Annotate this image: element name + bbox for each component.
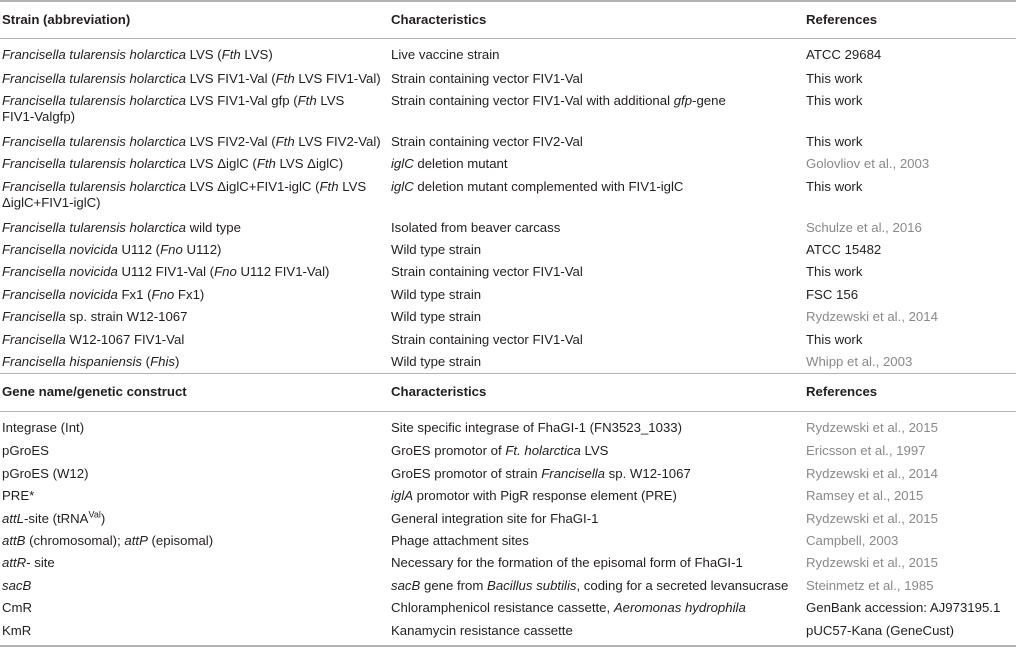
name-cell [0, 217, 389, 239]
characteristics-cell [389, 153, 804, 175]
genes-row [0, 485, 1016, 507]
text-run: iglC [391, 156, 414, 172]
text-run: iglC [391, 178, 414, 194]
text-run: attB [2, 532, 26, 548]
reference-link[interactable]: Rydzewski et al., 2015 [806, 510, 938, 526]
text-run: iglA [391, 488, 413, 504]
text-run: Fth [275, 70, 295, 86]
reference-cell: FSC 156 [806, 286, 859, 302]
name-cell [0, 411, 389, 440]
reference-link[interactable]: Rydzewski et al., 2014 [806, 309, 938, 325]
characteristics-cell [389, 508, 804, 530]
name-cell [0, 620, 389, 646]
text-run: ΔiglC+FIV1-iglC) [2, 194, 101, 210]
text-run: deletion mutant [413, 156, 508, 172]
text-run: Fth [221, 47, 241, 62]
text-run: deletion mutant complemented with FIV1-iglC [413, 178, 684, 194]
text-run: Francisella tularensis holarctica [2, 219, 186, 235]
name-cell [0, 440, 389, 462]
text-run: sacB [2, 577, 32, 593]
text-run: Live vaccine strain [391, 47, 500, 62]
text-run: Fth [256, 156, 276, 172]
text-run: sacB [391, 577, 421, 593]
text-run: Strain containing vector FIV1-Val [391, 331, 583, 347]
name-cell [0, 39, 389, 68]
text-run: gene from [420, 577, 488, 593]
name-cell [0, 530, 389, 552]
reference-cell: pUC57-Kana (GeneCust) [804, 620, 1016, 646]
text-run: Francisella tularensis holarctica [2, 92, 186, 108]
text-run: Fno [160, 242, 183, 258]
text-run: Kanamycin resistance cassette [391, 622, 573, 638]
reference-cell: This work [806, 178, 863, 194]
genes-row [0, 552, 1016, 574]
name-cell [0, 153, 389, 175]
text-run: U112 ( [117, 242, 161, 258]
text-run: Strain containing vector FIV1-Val [391, 264, 583, 280]
reference-link[interactable]: Whipp et al., 2003 [806, 354, 913, 370]
text-run: gfp [673, 92, 693, 108]
text-run: Necessary for the formation of the episomal form of FhaGI-1 [391, 555, 743, 571]
text-run: (episomal) [147, 532, 214, 548]
text-run: Isolated from beaver carcass [391, 219, 561, 235]
text-run: Francisella [541, 465, 606, 481]
characteristics-cell [389, 552, 804, 574]
text-run: LVS FIV1-Val ( [185, 70, 276, 86]
strains-row [0, 239, 1016, 261]
strains-row [0, 351, 1016, 373]
text-run: Fhis [150, 354, 175, 370]
text-run: FIV1-Valgfp) [2, 108, 76, 124]
text-run: pGroES (W12) [2, 465, 89, 481]
text-run: Strain containing vector FIV2-Val [391, 133, 583, 149]
text-run: pGroES [2, 443, 49, 459]
name-cell [0, 306, 389, 328]
text-run: Fno [151, 286, 175, 302]
text-run: Francisella tularensis holarctica [2, 156, 186, 172]
strains-row [0, 90, 1016, 131]
characteristics-cell [389, 463, 804, 485]
gene-references-column-header: References [804, 373, 1016, 411]
characteristics-cell [389, 90, 804, 131]
reference-link[interactable]: Rydzewski et al., 2015 [806, 419, 938, 435]
text-run: Francisella novicida [2, 242, 118, 258]
strains-row [0, 68, 1016, 90]
characteristics-cell [389, 261, 804, 283]
text-run: sp. strain W12-1067 [65, 309, 188, 325]
text-run: Wild type strain [391, 242, 482, 258]
reference-cell: This work [806, 331, 863, 347]
text-run: U112) [182, 242, 222, 258]
text-run: Fth [297, 92, 317, 108]
characteristics-cell [389, 485, 804, 507]
text-run: Chloramphenicol resistance cassette, [391, 600, 614, 616]
text-run: Aeromonas hydrophila [613, 600, 746, 616]
strains-row [0, 261, 1016, 283]
text-run: Francisella novicida [2, 264, 118, 280]
characteristics-cell [389, 329, 804, 351]
text-run: LVS [580, 443, 609, 459]
text-run: Site specific integrase of FhaGI-1 (FN3523_1033) [391, 419, 683, 435]
strains-row [0, 217, 1016, 239]
reference-cell: This work [806, 133, 863, 149]
name-cell [0, 575, 389, 597]
text-run: Francisella tularensis holarctica [2, 70, 186, 86]
genes-row [0, 463, 1016, 485]
name-cell [0, 284, 389, 306]
name-cell [0, 597, 389, 619]
genes-row [0, 620, 1016, 646]
characteristics-cell [389, 411, 804, 440]
characteristics-cell [389, 530, 804, 552]
text-run: wild type [185, 219, 241, 235]
text-run: , coding for a secreted levansucrase [576, 577, 789, 593]
text-run: Bacillus subtilis [487, 577, 577, 593]
text-run: General integration site for FhaGI-1 [391, 510, 599, 526]
genes-row [0, 575, 1016, 597]
reference-link[interactable]: Ericsson et al., 1997 [806, 443, 926, 459]
genes-row [0, 530, 1016, 552]
text-run: Fth [275, 133, 295, 149]
strains-row [0, 176, 1016, 217]
characteristics-cell [389, 620, 804, 646]
characteristics-cell [389, 351, 804, 373]
reference-link[interactable]: Ramsey et al., 2015 [806, 488, 924, 504]
genes-row [0, 597, 1016, 619]
characteristics-cell [389, 575, 804, 597]
name-cell [0, 90, 389, 131]
text-run: LVS ΔiglC) [275, 156, 344, 172]
name-cell [0, 351, 389, 373]
text-run: Val [88, 509, 101, 520]
text-run: GroES promotor of [391, 443, 506, 459]
text-run: Fx1) [174, 286, 205, 302]
name-cell [0, 329, 389, 351]
reference-link[interactable]: Steinmetz et al., 1985 [806, 577, 934, 593]
genes-row [0, 508, 1016, 530]
text-run: Strain containing vector FIV1-Val with additional [391, 92, 674, 108]
text-run: Integrase (Int) [2, 419, 85, 435]
text-run: attL [2, 510, 24, 526]
text-run: ) [100, 510, 106, 526]
strains-row [0, 306, 1016, 328]
text-run: LVS FIV2-Val ( [185, 133, 276, 149]
characteristics-column-header: Characteristics [389, 1, 804, 39]
name-cell [0, 508, 389, 530]
text-run: Francisella tularensis holarctica [2, 133, 186, 149]
text-run: LVS FIV1-Val) [294, 70, 381, 86]
text-run: LVS) [240, 47, 273, 62]
text-run: LVS ΔiglC+FIV1-iglC ( [185, 178, 320, 194]
strains-row [0, 153, 1016, 175]
text-run: attP [124, 532, 148, 548]
text-run: Francisella tularensis holarctica [2, 178, 186, 194]
text-run: KmR [2, 622, 32, 638]
genes-row [0, 411, 1016, 440]
text-run: LVS [338, 178, 367, 194]
name-cell [0, 131, 389, 153]
gene-characteristics-column-header: Characteristics [389, 373, 804, 411]
characteristics-cell [389, 39, 804, 68]
text-run: (chromosomal); [25, 532, 125, 548]
text-run: GroES promotor of strain [391, 465, 542, 481]
text-run: PRE* [2, 488, 35, 504]
text-run: attR [2, 555, 27, 571]
characteristics-cell [389, 131, 804, 153]
gene-column-header: Gene name/genetic construct [0, 373, 389, 411]
reference-cell: This work [806, 70, 863, 86]
characteristics-cell [389, 306, 804, 328]
references-column-header: References [804, 1, 1016, 39]
text-run: Francisella [2, 309, 66, 325]
reference-link[interactable]: Golovliov et al., 2003 [806, 156, 930, 172]
strain-column-header: Strain (abbreviation) [0, 1, 389, 39]
text-run: Francisella [2, 331, 66, 347]
text-run: Fno [214, 264, 237, 280]
text-run: Strain containing vector FIV1-Val [391, 70, 583, 86]
reference-cell: This work [806, 92, 863, 108]
name-cell [0, 463, 389, 485]
text-run: U112 FIV1-Val ( [117, 264, 215, 280]
text-run: Wild type strain [391, 309, 482, 325]
strains-row [0, 284, 1016, 306]
text-run: ) [175, 354, 180, 370]
text-run: LVS ( [185, 47, 222, 62]
characteristics-cell [389, 217, 804, 239]
text-run: promotor with PigR response element (PRE) [413, 488, 677, 504]
name-cell [0, 239, 389, 261]
characteristics-cell [389, 284, 804, 306]
reference-cell: ATCC 15482 [806, 242, 882, 258]
reference-link[interactable]: Schulze et al., 2016 [806, 219, 922, 235]
characteristics-cell [389, 68, 804, 90]
reference-link[interactable]: Rydzewski et al., 2014 [806, 465, 938, 481]
strains-row [0, 39, 1016, 68]
genes-row [0, 440, 1016, 462]
text-run: -gene [692, 92, 726, 108]
text-run: Francisella tularensis holarctica [2, 47, 186, 62]
strains-row [0, 131, 1016, 153]
gene-header-row [0, 373, 1016, 411]
reference-link[interactable]: Campbell, 2003 [806, 532, 899, 548]
characteristics-cell [389, 597, 804, 619]
text-run: Ft. holarctica [505, 443, 581, 459]
text-run: Fx1 ( [117, 286, 152, 302]
strains-row [0, 329, 1016, 351]
text-run: LVS ΔiglC ( [185, 156, 257, 172]
name-cell [0, 261, 389, 283]
text-run: Wild type strain [391, 286, 482, 302]
reference-cell: GenBank accession: AJ973195.1 [806, 600, 1001, 616]
text-run: sp. W12-1067 [605, 465, 691, 481]
text-run: LVS [316, 92, 345, 108]
text-run: ( [142, 354, 151, 370]
name-cell [0, 176, 389, 217]
text-run: Fth [319, 178, 339, 194]
characteristics-cell [389, 176, 804, 217]
text-run: LVS FIV2-Val) [294, 133, 381, 149]
text-run: LVS FIV1-Val gfp ( [185, 92, 298, 108]
name-cell [0, 552, 389, 574]
text-run: CmR [2, 600, 33, 616]
text-run: - site [26, 555, 55, 571]
reference-cell: This work [806, 264, 863, 280]
text-run: Francisella novicida [2, 286, 118, 302]
text-run: -site (tRNA [24, 510, 89, 526]
reference-cell: ATCC 29684 [806, 47, 882, 62]
reference-link[interactable]: Rydzewski et al., 2015 [806, 555, 938, 571]
name-cell [0, 485, 389, 507]
characteristics-cell [389, 239, 804, 261]
text-run: Phage attachment sites [391, 532, 529, 548]
name-cell [0, 68, 389, 90]
text-run: U112 FIV1-Val) [236, 264, 330, 280]
text-run: Francisella hispaniensis [2, 354, 143, 370]
characteristics-cell [389, 440, 804, 462]
text-run: W12-1067 FIV1-Val [65, 331, 185, 347]
text-run: Wild type strain [391, 354, 482, 370]
strain-header-row [0, 1, 1016, 39]
